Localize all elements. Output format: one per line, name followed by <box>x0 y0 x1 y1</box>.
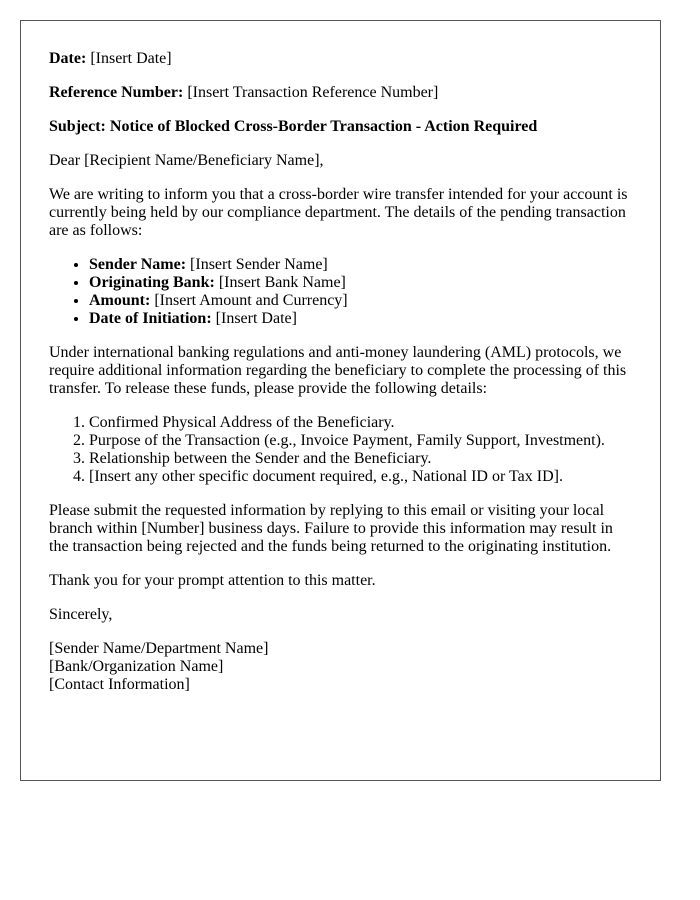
requirement-item: 3. Relationship between the Sender and the Beneficiary. <box>89 450 632 468</box>
signature-line: [Sender Name/Department Name] <box>49 640 269 657</box>
detail-item: • Originating Bank: [Insert Bank Name] <box>89 274 632 292</box>
signature-line: [Contact Information] <box>49 676 190 693</box>
reference-line: Reference Number: [Insert Transaction Reference Number] <box>49 84 439 101</box>
detail-item: • Date of Initiation: [Insert Date] <box>89 310 632 328</box>
date-line: Date: [Insert Date] <box>49 50 172 67</box>
request-paragraph: Under international banking regulations and anti-money laundering (AML) protocols, we require additional information regarding the beneficiary to complete the processing of this transfer. To release these funds, please provide the following details: <box>49 344 627 397</box>
closing: Sincerely, <box>49 606 113 623</box>
subject-line: Subject: Notice of Blocked Cross-Border Transaction - Action Required <box>49 118 538 135</box>
requirements-list <box>49 414 632 486</box>
submit-paragraph: Please submit the requested information by replying to this email or visiting your local branch within [Number] business days. Failure to provide this information may result in the transaction being rejected and the funds being returned to the originating institution. <box>49 502 613 555</box>
transaction-details <box>49 256 632 328</box>
greeting: Dear [Recipient Name/Beneficiary Name], <box>49 152 324 169</box>
requirement-item: 1. Confirmed Physical Address of the Beneficiary. <box>89 414 632 432</box>
letter <box>20 20 661 781</box>
detail-item: • Amount: [Insert Amount and Currency] <box>89 292 632 310</box>
requirement-item: 2. Purpose of the Transaction (e.g., Invoice Payment, Family Support, Investment). <box>89 432 632 450</box>
detail-item: • Sender Name: [Insert Sender Name] <box>89 256 632 274</box>
thanks-paragraph: Thank you for your prompt attention to this matter. <box>49 572 376 589</box>
intro-paragraph: We are writing to inform you that a cross-border wire transfer intended for your account is currently being held by our compliance department. The details of the pending transaction are as follows: <box>49 186 628 239</box>
signature-line: [Bank/Organization Name] <box>49 658 224 675</box>
signature-block <box>49 640 632 694</box>
requirement-item: 4. [Insert any other specific document required, e.g., National ID or Tax ID]. <box>89 468 632 486</box>
